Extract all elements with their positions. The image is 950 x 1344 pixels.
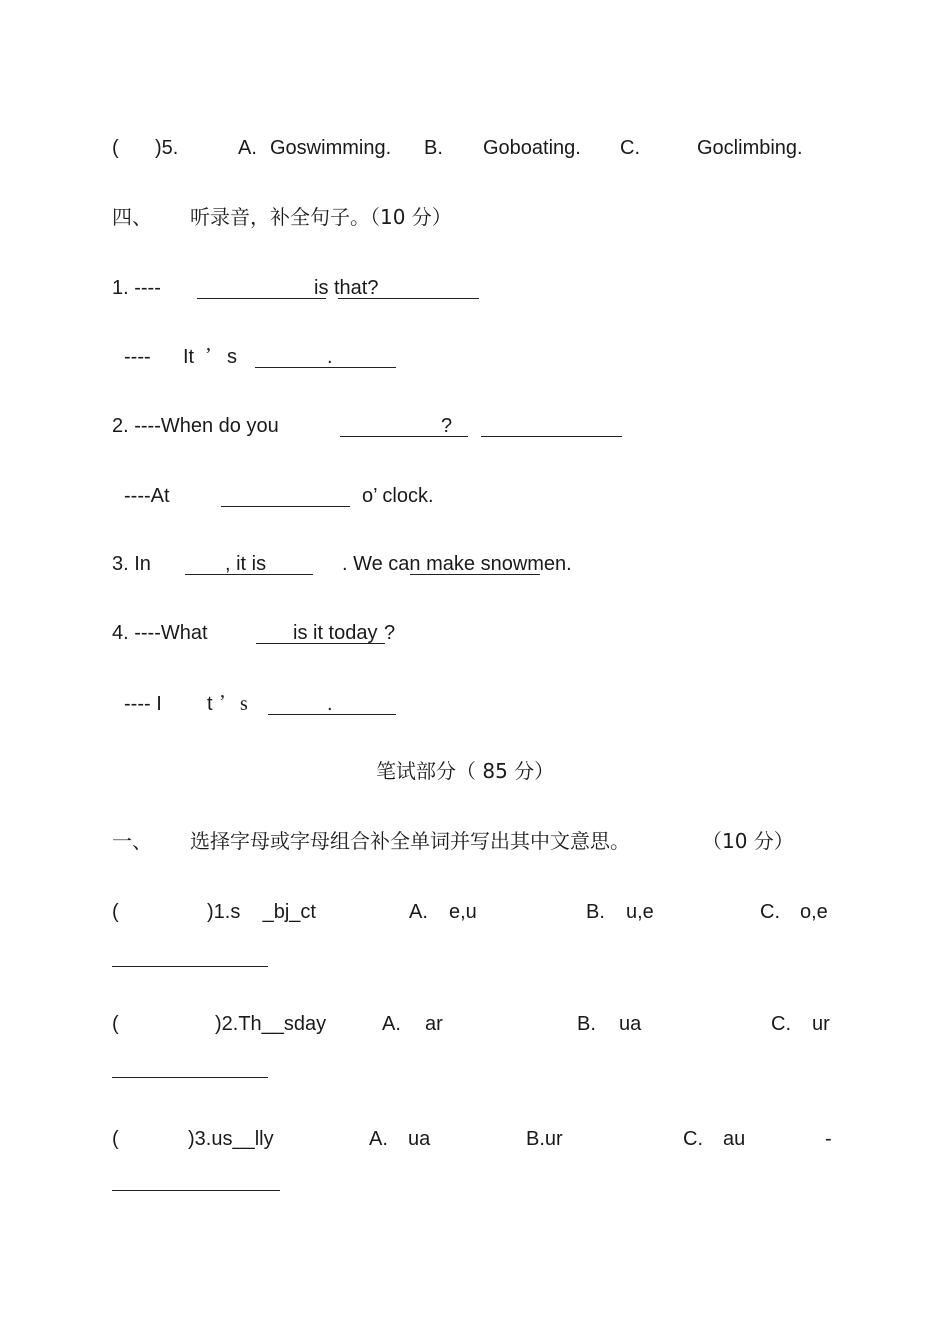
item1-word: )1.s _bj_ct bbox=[207, 901, 316, 923]
s2-answer-prefix: ----At bbox=[124, 485, 170, 507]
s3-blank-2 bbox=[410, 574, 540, 575]
s1-question-prefix: 1. ---- bbox=[112, 277, 161, 299]
item1-option-c-text: o,e bbox=[800, 901, 828, 923]
s3-text-snowmen: . We can make snowmen. bbox=[342, 553, 572, 575]
s4-question-mark: ? bbox=[384, 622, 396, 644]
s2-answer-oclock: o’ clock. bbox=[362, 485, 434, 507]
section-1-number: 一、 bbox=[112, 829, 152, 853]
s4-answer-t: t bbox=[207, 693, 213, 715]
s1-answer-it: It bbox=[183, 346, 195, 368]
item1-option-c-letter: C. bbox=[760, 901, 780, 923]
item1-paren: ( bbox=[112, 901, 119, 923]
s2-question-text: 2. ----When do you bbox=[112, 415, 279, 437]
item1-meaning-blank bbox=[112, 966, 268, 967]
q5-paren-open: ( bbox=[112, 137, 119, 159]
s2-answer-blank bbox=[221, 506, 350, 507]
s3-text-in: 3. In bbox=[112, 553, 151, 575]
s3-text-it-is: , it is bbox=[225, 553, 267, 575]
q5-option-c-letter: C. bbox=[620, 137, 640, 159]
item1-option-b-text: u,e bbox=[626, 901, 654, 923]
q5-option-c-text: Goclimbing. bbox=[697, 137, 803, 159]
s4-question-text: 4. ----What bbox=[112, 622, 208, 644]
item3-option-a-letter: A. bbox=[369, 1128, 388, 1150]
s1-answer-s: s bbox=[227, 346, 237, 368]
s4-answer-s: s bbox=[240, 693, 248, 715]
s1-answer-blank bbox=[255, 367, 396, 368]
section-4-number: 四、 bbox=[112, 205, 152, 229]
section-1-title: 选择字母或字母组合补全单词并写出其中文意思。 bbox=[190, 829, 630, 853]
item3-option-a-text: ua bbox=[408, 1128, 431, 1150]
s1-answer-period: . bbox=[327, 346, 333, 368]
item2-option-c-letter: C. bbox=[771, 1013, 791, 1035]
item2-word: )2.Th__sday bbox=[215, 1013, 327, 1035]
s4-answer-apostrophe: ’ bbox=[219, 691, 226, 713]
section-1-score: （10 分） bbox=[702, 829, 794, 853]
section-4-title: 听录音，补全句子。（10 分） bbox=[190, 205, 452, 229]
item2-option-c-text: ur bbox=[812, 1013, 830, 1035]
item1-option-a-text: e,u bbox=[449, 901, 477, 923]
item2-meaning-blank bbox=[112, 1077, 268, 1078]
item2-option-b-text: ua bbox=[619, 1013, 642, 1035]
s1-answer-apostrophe: ’ bbox=[205, 344, 212, 366]
s2-question-mark: ? bbox=[441, 415, 453, 437]
s4-answer-period: . bbox=[327, 693, 333, 715]
s1-answer-prefix: ---- bbox=[124, 346, 151, 368]
item3-paren: ( bbox=[112, 1128, 119, 1150]
q5-option-b-text: Goboating. bbox=[483, 137, 581, 159]
item2-option-a-text: ar bbox=[425, 1013, 443, 1035]
s1-question-text: is that? bbox=[314, 277, 379, 299]
item2-option-b-letter: B. bbox=[577, 1013, 596, 1035]
written-part-title: 笔试部分（ 85 分） bbox=[376, 759, 555, 783]
item2-option-a-letter: A. bbox=[382, 1013, 401, 1035]
item3-word: )3.us__lly bbox=[188, 1128, 274, 1150]
item3-option-c-letter: C. bbox=[683, 1128, 703, 1150]
item1-option-a-letter: A. bbox=[409, 901, 428, 923]
s4-question-mid: is it today bbox=[293, 622, 378, 644]
item1-option-b-letter: B. bbox=[586, 901, 605, 923]
item3-option-c-text: au bbox=[723, 1128, 746, 1150]
q5-option-b-letter: B. bbox=[424, 137, 443, 159]
s2-blank-2 bbox=[481, 436, 622, 437]
q5-option-a-letter: A. bbox=[238, 137, 257, 159]
item3-dash: - bbox=[825, 1128, 832, 1150]
s4-answer-prefix: ---- I bbox=[124, 693, 162, 715]
s1-blank-1 bbox=[197, 298, 326, 299]
s1-blank-2 bbox=[338, 298, 479, 299]
item3-option-b: B.ur bbox=[526, 1128, 563, 1150]
q5-number: )5. bbox=[155, 137, 179, 159]
item3-meaning-blank bbox=[112, 1190, 280, 1191]
item2-paren: ( bbox=[112, 1013, 119, 1035]
q5-option-a-text: Goswimming. bbox=[270, 137, 392, 159]
